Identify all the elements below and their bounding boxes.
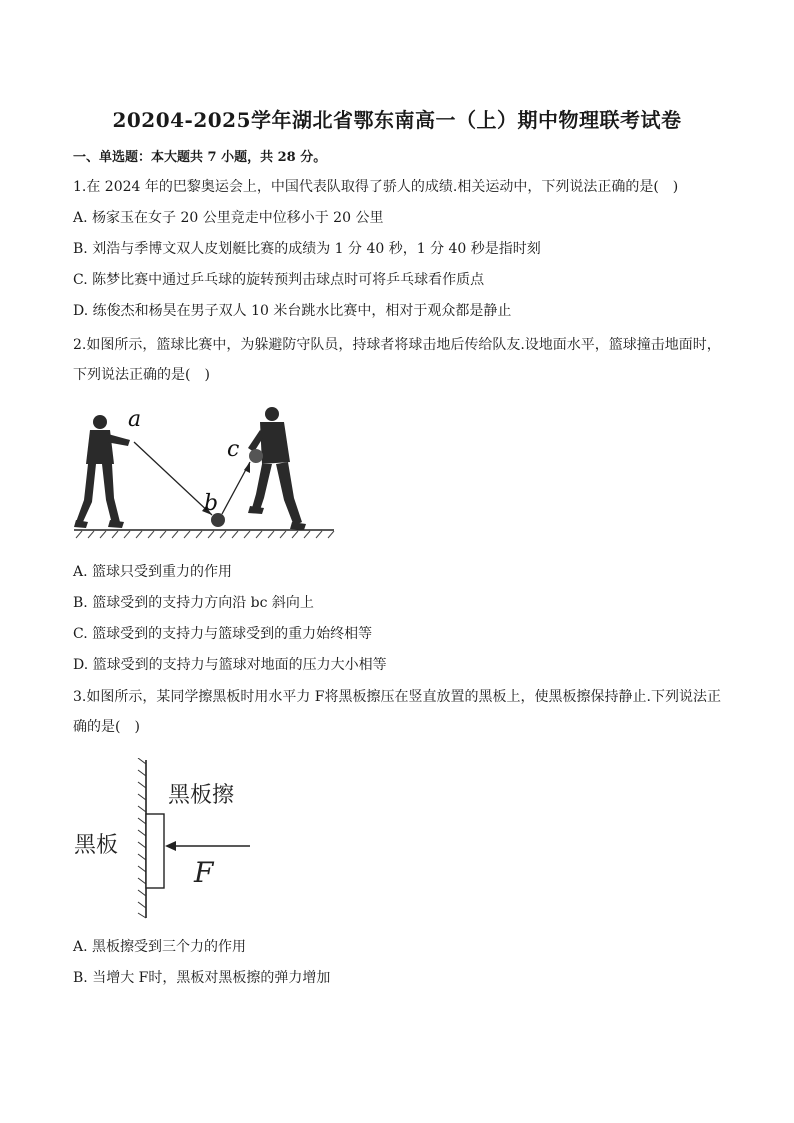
figure-label-b: b bbox=[204, 491, 219, 516]
left-player bbox=[74, 415, 130, 528]
question-2-option-c: C. 篮球受到的支持力与篮球受到的重力始终相等 bbox=[73, 626, 373, 642]
question-1-stem: 1.在 2024 年的巴黎奥运会上，中国代表队取得了骄人的成绩.相关运动中，下列说法正确的是( ) bbox=[73, 179, 679, 195]
label-blackboard: 黑板 bbox=[74, 833, 119, 858]
question-2-option-a: A. 篮球只受到重力的作用 bbox=[73, 564, 233, 580]
figure-label-a: a bbox=[128, 407, 142, 432]
eraser bbox=[146, 814, 164, 888]
right-player bbox=[248, 407, 306, 530]
question-2-option-d: D. 篮球受到的支持力与篮球对地面的压力大小相等 bbox=[73, 657, 387, 673]
blackboard-eraser-figure bbox=[72, 758, 262, 920]
question-3-stem-line-1: 3.如图所示，某同学擦黑板时用水平力 F将黑板擦压在竖直放置的黑板上，使黑板擦保持静止.下列说法正 bbox=[73, 689, 721, 705]
question-1-option-c: C. 陈梦比赛中通过乒乓球的旋转预判击球点时可将乒乓球看作质点 bbox=[73, 272, 485, 288]
question-1-option-d: D. 练俊杰和杨昊在男子双人 10 米台跳水比赛中，相对于观众都是静止 bbox=[73, 303, 512, 319]
question-2-stem-line-2: 下列说法正确的是( ) bbox=[73, 367, 210, 383]
basketball-pass-figure bbox=[72, 402, 337, 542]
label-eraser: 黑板擦 bbox=[168, 783, 235, 808]
section-heading: 一、单选题：本大题共 7 小题，共 28 分。 bbox=[73, 150, 327, 165]
label-force-f: F bbox=[194, 856, 214, 889]
question-3-option-a: A. 黑板擦受到三个力的作用 bbox=[73, 939, 247, 955]
question-2-stem-line-1: 2.如图所示，篮球比赛中，为躲避防守队员，持球者将球击地后传给队友.设地面水平，篮球撞击地面时， bbox=[73, 337, 721, 353]
question-1-option-a: A. 杨家玉在女子 20 公里竞走中位移小于 20 公里 bbox=[73, 210, 384, 226]
question-2-option-b: B. 篮球受到的支持力方向沿 bc 斜向上 bbox=[73, 595, 314, 611]
exam-title: 20204-2025学年湖北省鄂东南高一（上）期中物理联考试卷 bbox=[112, 108, 682, 132]
figure-label-c: c bbox=[227, 437, 240, 462]
question-3-stem-line-2: 确的是( ) bbox=[73, 719, 140, 735]
question-3-option-b: B. 当增大 F时，黑板对黑板擦的弹力增加 bbox=[73, 970, 331, 986]
question-1-option-b: B. 刘浩与季博文双人皮划艇比赛的成绩为 1 分 40 秒，1 分 40 秒是指时刻 bbox=[73, 241, 541, 257]
